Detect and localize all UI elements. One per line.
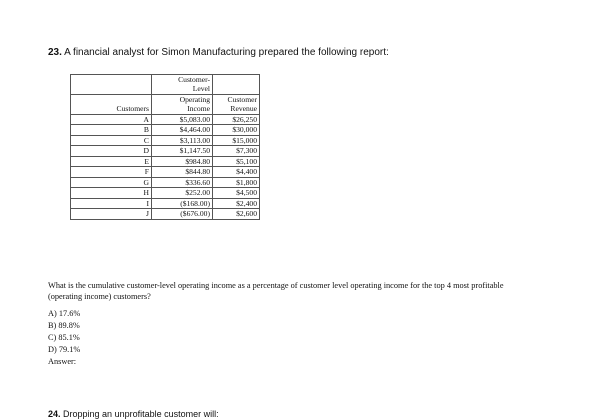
customer-cell: C: [71, 135, 152, 145]
header-income-line: Customer-: [178, 75, 210, 84]
customer-cell: H: [71, 188, 152, 198]
customer-cell: E: [71, 156, 152, 166]
table-row: [71, 125, 260, 135]
income-cell: $1,147.50: [152, 146, 213, 156]
question-number: 23.: [48, 47, 62, 58]
table-row: [71, 209, 260, 219]
question-text: What is the cumulative customer-level operating income as a percentage of customer level operating income for the top 4 most profitable (operating income) customers?: [48, 281, 504, 301]
next-question-number: 24.: [48, 409, 61, 419]
customer-cell: G: [71, 177, 152, 187]
income-cell: $5,083.00: [152, 114, 213, 124]
option-d: D) 79.1%: [48, 345, 81, 355]
table-row: [71, 114, 260, 124]
customer-cell: I: [71, 198, 152, 208]
revenue-cell: $2,400: [213, 198, 260, 208]
customer-cell: D: [71, 146, 152, 156]
income-cell: $844.80: [152, 167, 213, 177]
customer-cell: A: [71, 114, 152, 124]
header-blank-revenue: [213, 75, 260, 95]
option-b: B) 89.8%: [48, 321, 80, 331]
option-c: C) 85.1%: [48, 333, 80, 343]
revenue-cell: $30,000: [213, 125, 260, 135]
table-row: [71, 156, 260, 166]
header-income-line: Operating: [179, 94, 210, 104]
table-row: [71, 198, 260, 208]
customer-cell: B: [71, 125, 152, 135]
answer-options: [48, 308, 80, 368]
customer-cell: J: [71, 209, 152, 219]
table-row: [71, 167, 260, 177]
income-cell: ($168.00): [152, 198, 213, 208]
revenue-cell: $5,100: [213, 156, 260, 166]
revenue-cell: $1,800: [213, 177, 260, 187]
revenue-cell: $2,600: [213, 209, 260, 219]
table-row: [71, 177, 260, 187]
income-cell: $984.80: [152, 156, 213, 166]
income-cell: $336.60: [152, 177, 213, 187]
answer-label: Answer:: [48, 357, 77, 367]
header-income-line: Income: [187, 104, 210, 114]
header-income-top: [152, 75, 213, 95]
income-cell: ($676.00): [152, 209, 213, 219]
question-prompt: A financial analyst for Simon Manufacturing prepared the following report:: [64, 47, 389, 58]
header-revenue-line: Customer: [227, 94, 257, 104]
income-cell: $252.00: [152, 188, 213, 198]
customer-report-table: [70, 74, 260, 220]
next-question-text: Dropping an unprofitable customer will:: [63, 409, 219, 419]
header-income-line: Level: [192, 84, 210, 94]
question-heading: [48, 47, 389, 58]
header-revenue-line: Revenue: [230, 104, 257, 114]
revenue-cell: $7,300: [213, 146, 260, 156]
table-row: [71, 135, 260, 145]
customer-cell: F: [71, 167, 152, 177]
revenue-cell: $4,400: [213, 167, 260, 177]
header-customers: Customers: [71, 94, 152, 114]
table-row: [71, 146, 260, 156]
option-a: A) 17.6%: [48, 309, 81, 318]
table-row: [71, 188, 260, 198]
header-blank-customers: [71, 75, 152, 95]
income-cell: $4,464.00: [152, 125, 213, 135]
header-revenue: [213, 94, 260, 114]
income-cell: $3,113.00: [152, 135, 213, 145]
revenue-cell: $26,250: [213, 114, 260, 124]
revenue-cell: $15,000: [213, 135, 260, 145]
revenue-cell: $4,500: [213, 188, 260, 198]
header-income-bottom: [152, 94, 213, 114]
